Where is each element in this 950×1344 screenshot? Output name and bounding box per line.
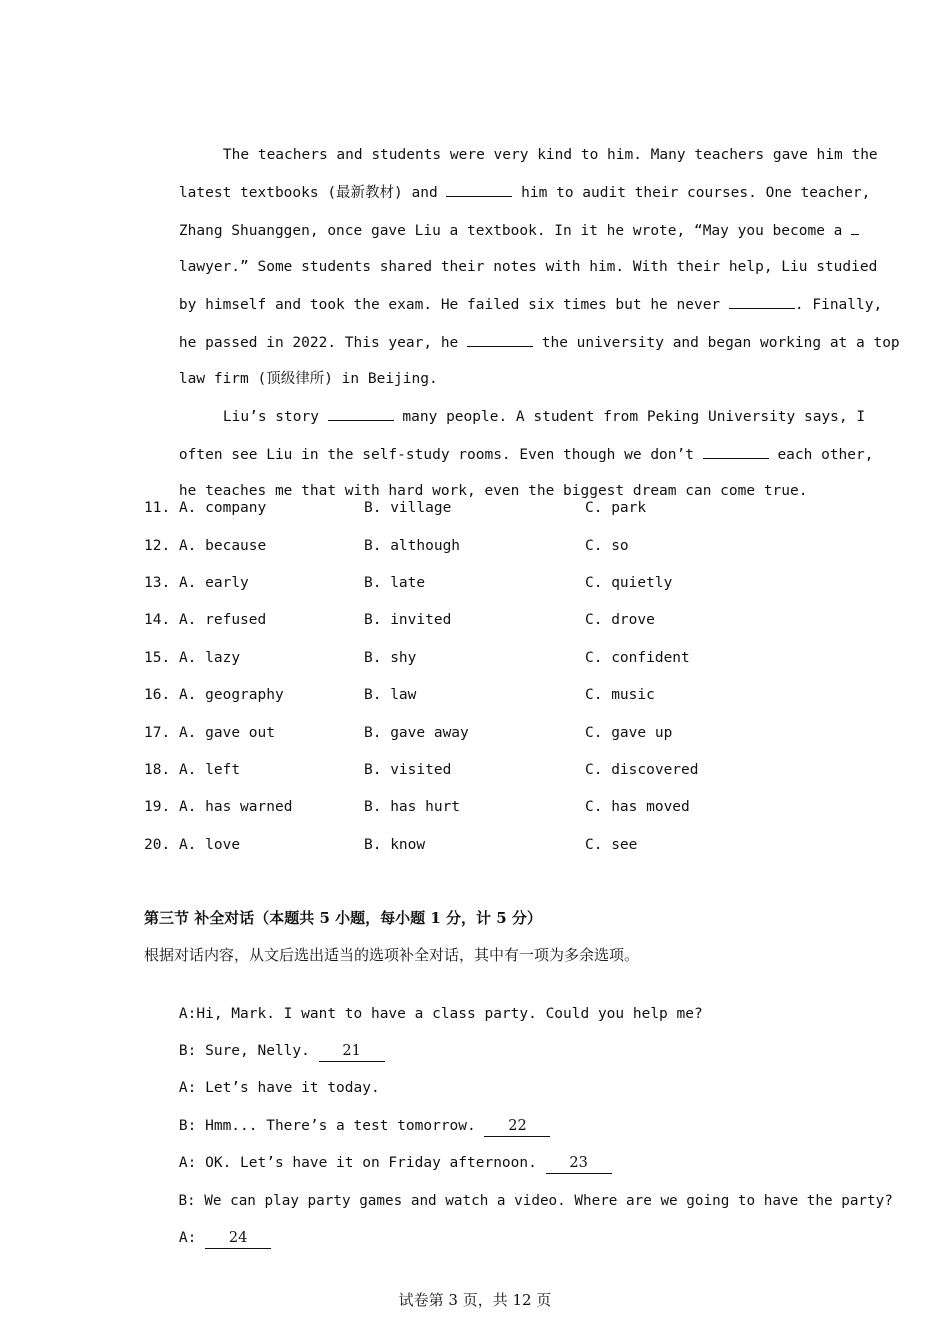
option-a: A. lazy [178, 650, 241, 666]
text: The teachers and students were very kind to him. Many teachers gave him the [222, 147, 878, 163]
question-16 [144, 685, 284, 705]
option-a: A. has warned [178, 799, 293, 815]
answer-blank [729, 294, 795, 309]
question-number: 12. [144, 538, 171, 554]
question-11 [144, 498, 266, 518]
option-c: C. see [585, 837, 638, 853]
section-heading: 第三节 补全对话（本题共 5 小题，每小题 1 分，计 5 分） [144, 909, 542, 927]
dialogue-text: A:Hi, Mark. I want to have a class party. Could you help me? [178, 1006, 703, 1022]
question-18 [144, 760, 240, 780]
text: . Finally, [794, 297, 883, 313]
question-number: 17. [144, 725, 171, 741]
answer-blank [446, 182, 512, 197]
dialogue-text: A: OK. Let’s have it on Friday afternoon. [178, 1155, 546, 1171]
option-b: B. invited [364, 612, 452, 628]
option-b: B. shy [364, 650, 417, 666]
option-c: C. confident [585, 650, 690, 666]
option-c: C. music [585, 687, 655, 703]
option-b: B. visited [364, 762, 452, 778]
answer-blank-23: 23 [546, 1153, 612, 1174]
text: Zhang Shuanggen, once gave Liu a textbook. In it he wrote, “May you become a [178, 223, 852, 239]
option-c: C. has moved [585, 799, 690, 815]
question-19 [144, 797, 292, 817]
answer-blank [328, 406, 394, 421]
question-14 [144, 610, 266, 630]
dialogue-text: B: We can play party games and watch a video. Where are we going to have the party? [178, 1193, 893, 1209]
question-number: 16. [144, 687, 171, 703]
text: each other, [768, 447, 874, 463]
option-a: A. refused [178, 612, 267, 628]
text: by himself and took the exam. He failed six times but he never [178, 297, 729, 313]
text: him to audit their courses. One teacher, [512, 185, 871, 201]
option-a: A. geography [178, 687, 284, 703]
option-b: B. late [364, 575, 426, 591]
question-number: 13. [144, 575, 171, 591]
option-c: C. discovered [585, 762, 699, 778]
question-13 [144, 573, 249, 593]
question-number: 20. [144, 837, 171, 853]
text: he passed in 2022. This year, he [178, 335, 468, 351]
text: often see Liu in the self-study rooms. Even though we don’t [178, 447, 703, 463]
option-a: A. gave out [178, 725, 275, 741]
option-b: B. law [364, 687, 417, 703]
answer-blank [703, 444, 769, 459]
option-a: A. early [178, 575, 249, 591]
option-b: B. although [364, 538, 461, 554]
dialogue-text: A: [178, 1230, 206, 1246]
option-c: C. so [585, 538, 629, 554]
answer-blank-24: 24 [205, 1228, 271, 1249]
option-a: A. because [178, 538, 267, 554]
question-number: 11. [144, 500, 171, 516]
text: lawyer.” Some students shared their notes with him. With their help, Liu studied [178, 259, 878, 275]
option-c: C. drove [585, 612, 655, 628]
answer-blank-22: 22 [484, 1116, 550, 1137]
question-number: 15. [144, 650, 171, 666]
dialogue-text: B: Sure, Nelly. [178, 1043, 319, 1059]
option-b: B. know [364, 837, 426, 853]
option-b: B. has hurt [364, 799, 461, 815]
dialogue-line [144, 1208, 808, 1269]
question-15 [144, 648, 240, 668]
option-a: A. left [178, 762, 241, 778]
answer-blank [467, 332, 533, 347]
question-number: 18. [144, 762, 171, 778]
option-b: B. gave away [364, 725, 469, 741]
page-footer: 试卷第 3 页，共 12 页 [398, 1291, 552, 1309]
answer-blank [851, 220, 859, 235]
text: law firm (顶级律所) in Beijing. [178, 371, 438, 387]
section-instruction: 根据对话内容，从文后选出适当的选项补全对话，其中有一项为多余选项。 [144, 946, 640, 964]
question-20 [144, 835, 240, 855]
dialogue-text: A: Let’s have it today. [178, 1080, 380, 1096]
answer-blank-21: 21 [319, 1041, 385, 1062]
option-a: A. love [178, 837, 241, 853]
option-c: C. park [585, 500, 647, 516]
question-17 [144, 723, 275, 743]
text: the university and began working at a top [533, 335, 900, 351]
option-a: A. company [178, 500, 267, 516]
dialogue-text: B: Hmm... There’s a test tomorrow. [178, 1118, 485, 1134]
option-b: B. village [364, 500, 452, 516]
text: Liu’s story [222, 409, 328, 425]
option-c: C. gave up [585, 725, 673, 741]
question-number: 14. [144, 612, 171, 628]
text: latest textbooks (最新教材) and [178, 185, 447, 201]
text: many people. A student from Peking University says, I [393, 409, 866, 425]
text: he teaches me that with hard work, even the biggest dream can come true. [178, 483, 808, 499]
question-12 [144, 536, 266, 556]
question-number: 19. [144, 799, 171, 815]
option-c: C. quietly [585, 575, 673, 591]
